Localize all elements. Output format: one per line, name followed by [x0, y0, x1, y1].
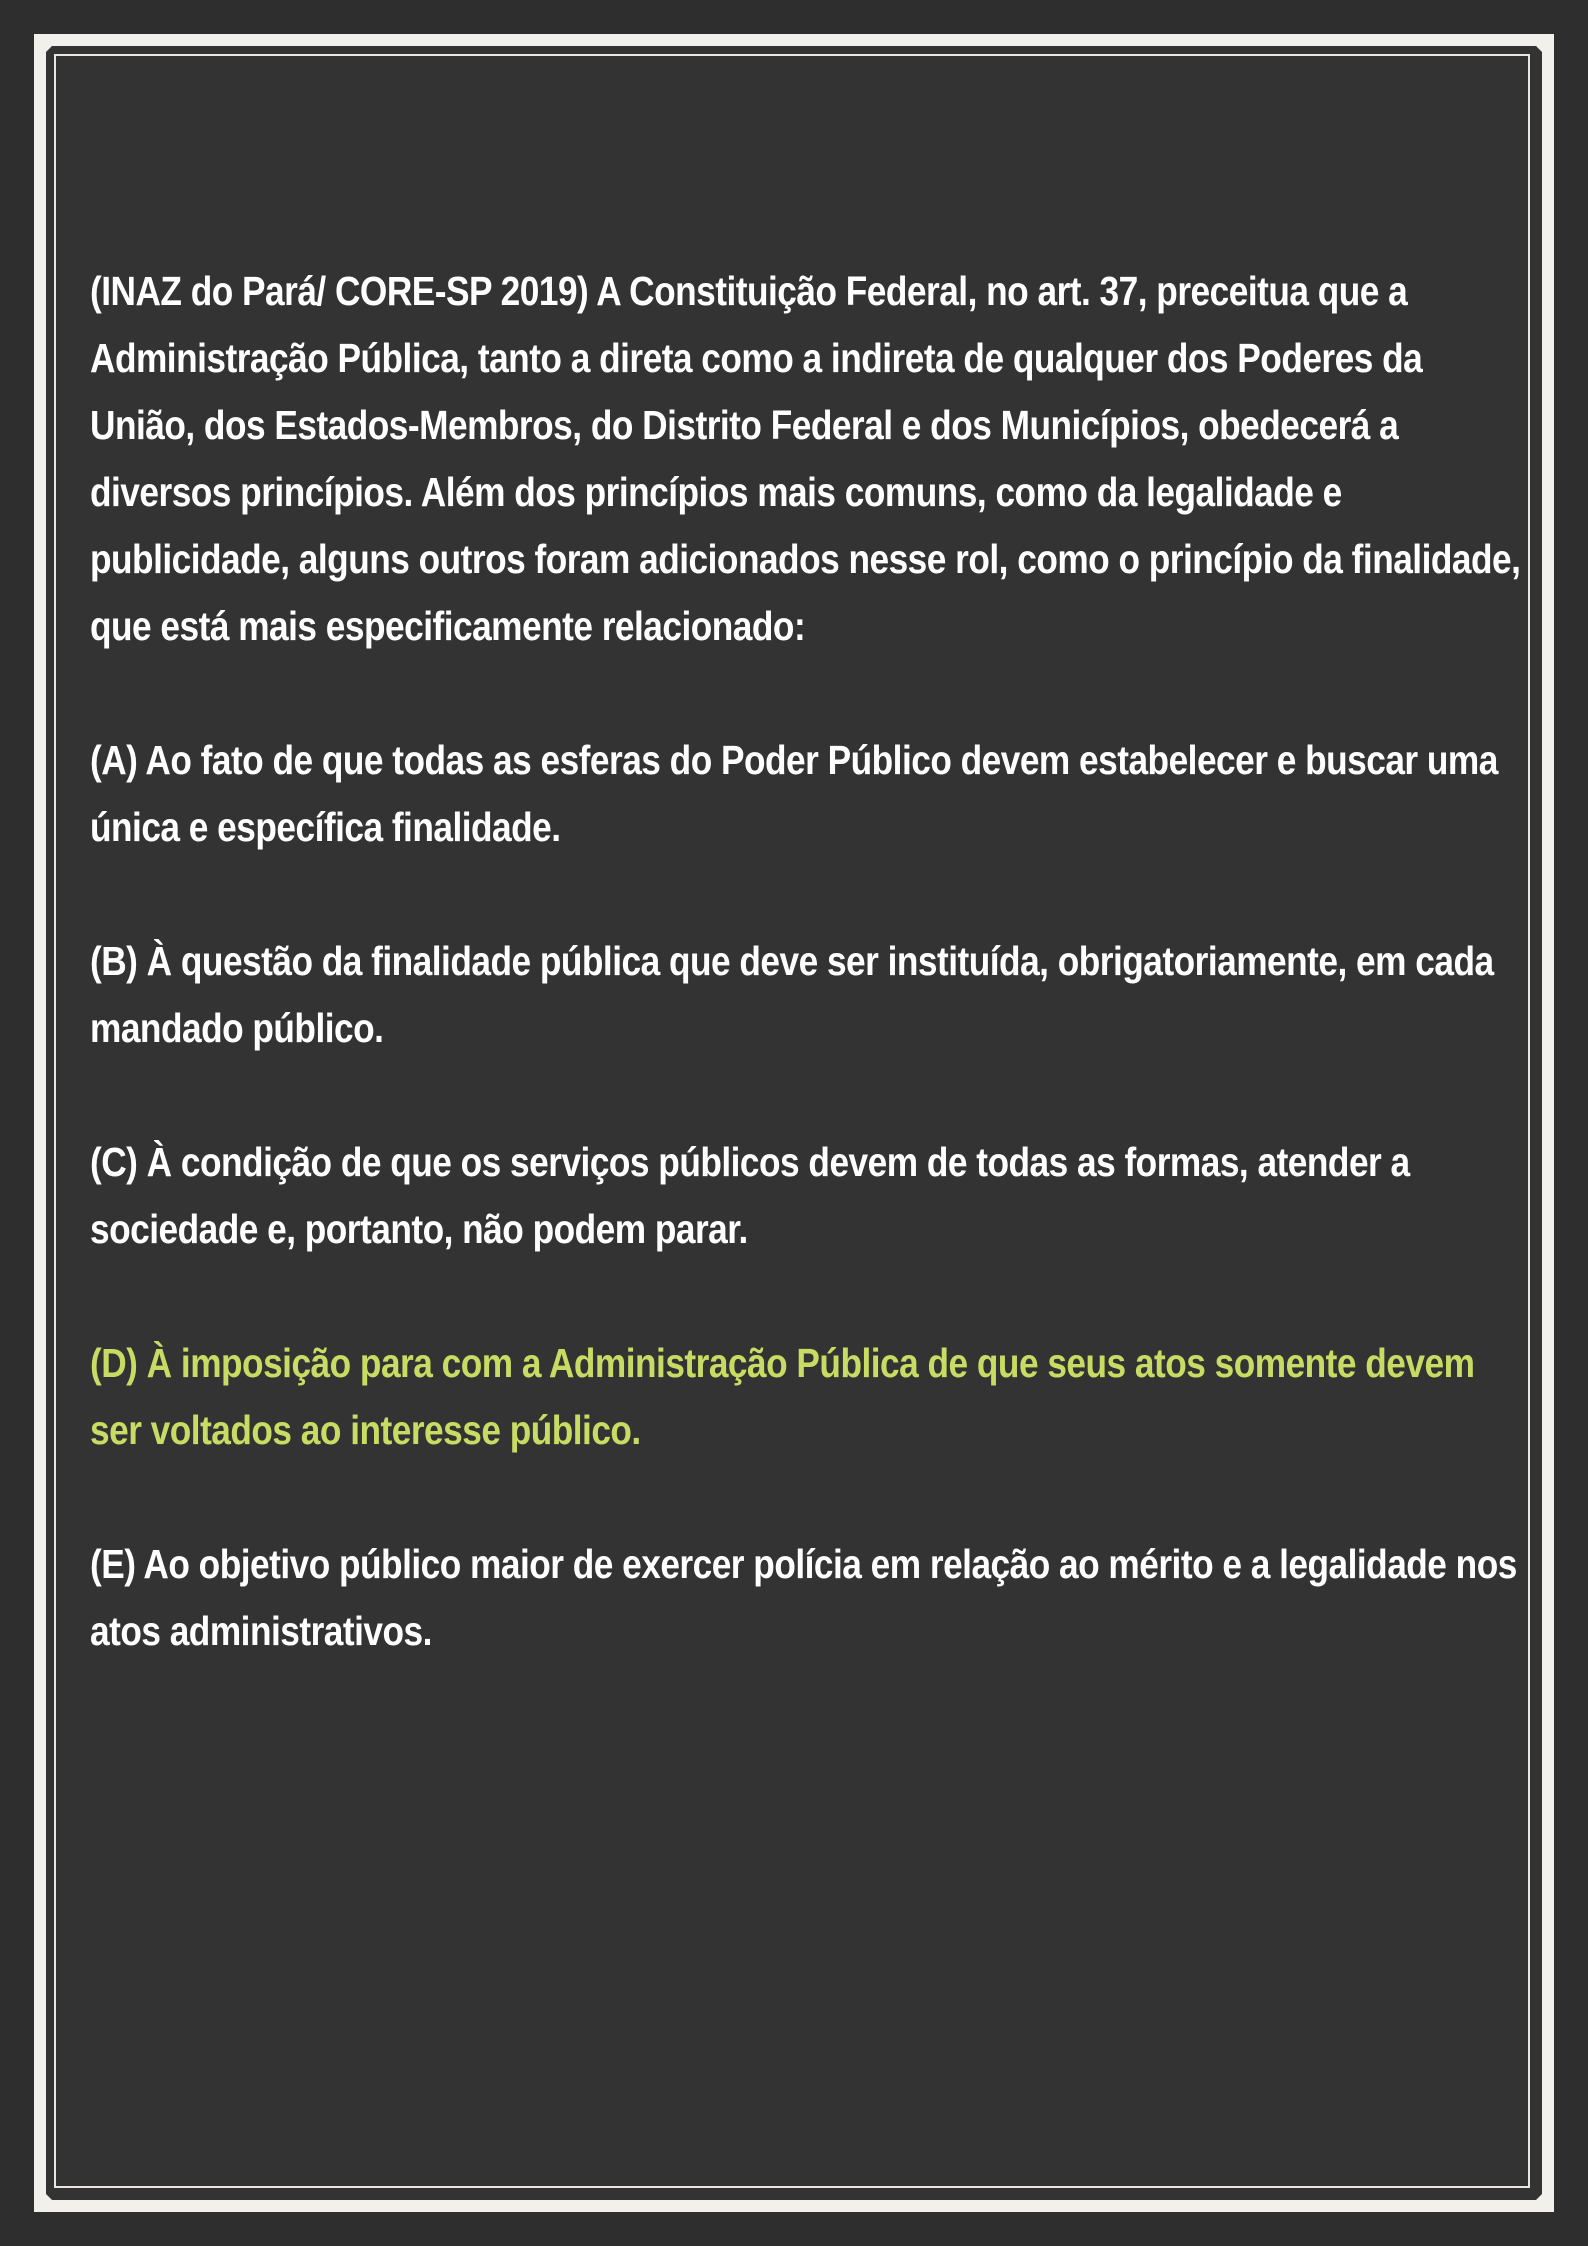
- option-b: (B) À questão da finalidade pública que deve ser instituída, obrigatoriamente, em cada mandado público.: [90, 938, 1494, 1051]
- option-c: (C) À condição de que os serviços públicos devem de todas as formas, atender a sociedade e, portanto, não podem parar.: [90, 1139, 1410, 1252]
- question-block: [90, 258, 1530, 1732]
- corner-ornament-bottom-right: [1524, 2182, 1554, 2212]
- option-e: (E) Ao objetivo público maior de exercer polícia em relação ao mérito e a legalidade nos atos administrativos.: [90, 1541, 1517, 1654]
- corner-ornament-bottom-left: [34, 2182, 64, 2212]
- corner-ornament-top-left: [34, 34, 64, 64]
- option-d-correct-answer: (D) À imposição para com a Administração Pública de que seus atos somente devem ser voltados ao interesse público.: [90, 1340, 1475, 1453]
- option-a: (A) Ao fato de que todas as esferas do Poder Público devem estabelecer e buscar uma única e específica finalidade.: [90, 737, 1498, 850]
- question-text: (INAZ do Pará/ CORE-SP 2019) A Constituição Federal, no art. 37, preceitua que a Administração Pública, tanto a direta como a indireta de qualquer dos Poderes da União, dos Estados-Membros, do Distrito Federal e dos Municípios, obedecerá a diversos princípios. Além dos princípios mais comuns, como da legalidade e publicidade, alguns outros foram adicionados nesse rol, como o princípio da finalidade, que está mais especificamente relacionado:: [90, 268, 1521, 649]
- corner-ornament-top-right: [1524, 34, 1554, 64]
